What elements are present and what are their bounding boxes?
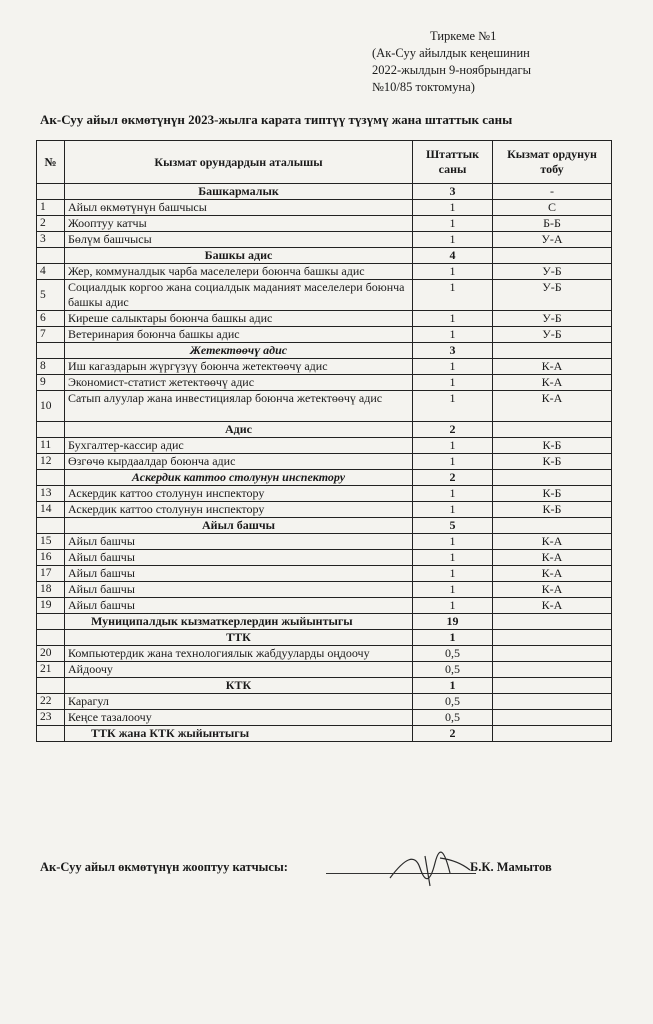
table-summary-row — [37, 614, 612, 630]
row-name: Айыл өкмөтүнүн башчысы — [65, 200, 413, 216]
table-row — [37, 375, 612, 391]
table-row — [37, 486, 612, 502]
row-count: 2 — [413, 422, 493, 438]
table-group-row — [37, 248, 612, 264]
row-category: У-А — [493, 232, 612, 248]
row-name: Карагул — [65, 694, 413, 710]
annex-header — [372, 28, 632, 96]
row-number: 7 — [37, 327, 65, 343]
table-row — [37, 502, 612, 518]
row-name: Компьютердик жана технологиялык жабдууларды оңдоочу — [65, 646, 413, 662]
row-count: 0,5 — [413, 662, 493, 678]
annex-number: Тиркеме №1 — [430, 29, 497, 43]
table-row — [37, 327, 612, 343]
table-group-row — [37, 678, 612, 694]
row-category: У-Б — [493, 264, 612, 280]
row-count: 3 — [413, 343, 493, 359]
table-group-row — [37, 470, 612, 486]
table-row — [37, 550, 612, 566]
row-count: 19 — [413, 614, 493, 630]
row-count: 1 — [413, 678, 493, 694]
row-name: Ветеринария боюнча башкы адис — [65, 327, 413, 343]
row-number: 11 — [37, 438, 65, 454]
row-count: 1 — [413, 375, 493, 391]
header-name: Кызмат орундардын аталышы — [65, 141, 413, 184]
table-group-row — [37, 184, 612, 200]
table-header-row — [37, 141, 612, 184]
row-name: ТТК жана КТК жыйынтыгы — [65, 726, 413, 742]
row-name: Социалдык коргоо жана социалдык маданият маселелери боюнча башкы адис — [65, 280, 413, 311]
signer-name: Б.К. Мамытов — [470, 860, 552, 874]
annex-line-resolution: №10/85 токтомуна) — [372, 80, 475, 94]
row-number: 1 — [37, 200, 65, 216]
row-category — [493, 710, 612, 726]
staff-table — [36, 140, 612, 742]
row-name: Аскердик каттоо столунун инспектору — [65, 502, 413, 518]
row-count: 0,5 — [413, 694, 493, 710]
row-name: Иш кагаздарын жүргүзүү боюнча жетектөөчү адис — [65, 359, 413, 375]
row-category: К-Б — [493, 454, 612, 470]
table-row — [37, 216, 612, 232]
table-row — [37, 646, 612, 662]
row-name: Айдоочу — [65, 662, 413, 678]
row-count: 0,5 — [413, 646, 493, 662]
row-number: 17 — [37, 566, 65, 582]
table-row — [37, 582, 612, 598]
table-row — [37, 534, 612, 550]
row-number — [37, 343, 65, 359]
row-name: КТК — [65, 678, 413, 694]
row-number: 14 — [37, 502, 65, 518]
row-number — [37, 614, 65, 630]
row-name: Аскердик каттоо столунун инспектору — [65, 486, 413, 502]
row-count: 0,5 — [413, 710, 493, 726]
row-number: 19 — [37, 598, 65, 614]
row-count: 1 — [413, 200, 493, 216]
table-row — [37, 264, 612, 280]
row-count: 2 — [413, 470, 493, 486]
row-name: Жер, коммуналдык чарба маселелери боюнча башкы адис — [65, 264, 413, 280]
row-number: 21 — [37, 662, 65, 678]
table-row — [37, 454, 612, 470]
row-category: - — [493, 184, 612, 200]
table-row — [37, 391, 612, 422]
row-category: К-Б — [493, 438, 612, 454]
row-number: 3 — [37, 232, 65, 248]
row-category — [493, 726, 612, 742]
row-category: К-Б — [493, 486, 612, 502]
row-name: Айыл башчы — [65, 518, 413, 534]
row-category — [493, 662, 612, 678]
handwritten-signature — [385, 848, 475, 888]
row-name: Кеңсе тазалоочу — [65, 710, 413, 726]
row-category: У-Б — [493, 327, 612, 343]
row-number — [37, 184, 65, 200]
row-number: 13 — [37, 486, 65, 502]
row-category: К-А — [493, 598, 612, 614]
row-category — [493, 470, 612, 486]
row-name: Айыл башчы — [65, 534, 413, 550]
row-name: Айыл башчы — [65, 566, 413, 582]
row-number — [37, 678, 65, 694]
row-number: 9 — [37, 375, 65, 391]
row-category — [493, 248, 612, 264]
row-category: К-А — [493, 375, 612, 391]
row-name: Башкармалык — [65, 184, 413, 200]
row-number — [37, 726, 65, 742]
row-count: 1 — [413, 582, 493, 598]
row-count: 1 — [413, 311, 493, 327]
row-name: Аскердик каттоо столунун инспектору — [65, 470, 413, 486]
row-category — [493, 422, 612, 438]
row-category — [493, 678, 612, 694]
row-number: 2 — [37, 216, 65, 232]
row-name: Айыл башчы — [65, 582, 413, 598]
row-name: Башкы адис — [65, 248, 413, 264]
row-number — [37, 518, 65, 534]
row-count: 2 — [413, 726, 493, 742]
row-name: Киреше салыктары боюнча башкы адис — [65, 311, 413, 327]
row-count: 1 — [413, 502, 493, 518]
header-count: Штаттык саны — [413, 141, 493, 184]
signer-position: Ак-Суу айыл өкмөтүнүн жооптуу катчысы: — [40, 860, 288, 874]
table-row — [37, 232, 612, 248]
row-category — [493, 518, 612, 534]
table-summary-row — [37, 726, 612, 742]
row-category — [493, 630, 612, 646]
row-count: 1 — [413, 486, 493, 502]
table-row — [37, 359, 612, 375]
row-name: Бөлүм башчысы — [65, 232, 413, 248]
row-number: 12 — [37, 454, 65, 470]
row-count: 1 — [413, 550, 493, 566]
row-category: К-А — [493, 550, 612, 566]
row-category: У-Б — [493, 280, 612, 311]
table-row — [37, 200, 612, 216]
table-row — [37, 566, 612, 582]
row-category: К-Б — [493, 502, 612, 518]
row-count: 3 — [413, 184, 493, 200]
row-number: 20 — [37, 646, 65, 662]
table-group-row — [37, 422, 612, 438]
row-name: Жооптуу катчы — [65, 216, 413, 232]
row-category: К-А — [493, 359, 612, 375]
table-body — [37, 184, 612, 742]
row-category: Б-Б — [493, 216, 612, 232]
row-count: 1 — [413, 359, 493, 375]
row-category: С — [493, 200, 612, 216]
row-category: К-А — [493, 582, 612, 598]
row-count: 1 — [413, 566, 493, 582]
row-count: 1 — [413, 438, 493, 454]
row-count: 1 — [413, 264, 493, 280]
row-name: Айыл башчы — [65, 598, 413, 614]
row-number — [37, 470, 65, 486]
table-row — [37, 438, 612, 454]
table-group-row — [37, 343, 612, 359]
row-count: 1 — [413, 232, 493, 248]
row-category — [493, 343, 612, 359]
row-name: Сатып алуулар жана инвестициялар боюнча жетектөөчү адис — [65, 391, 413, 422]
table-row — [37, 280, 612, 311]
row-number: 4 — [37, 264, 65, 280]
row-count: 4 — [413, 248, 493, 264]
row-name: Муниципалдык кызматкерлердин жыйынтыгы — [65, 614, 413, 630]
row-category: К-А — [493, 391, 612, 422]
row-number: 16 — [37, 550, 65, 566]
row-count: 1 — [413, 216, 493, 232]
row-number: 6 — [37, 311, 65, 327]
row-name: Бухгалтер-кассир адис — [65, 438, 413, 454]
row-category — [493, 614, 612, 630]
table-row — [37, 662, 612, 678]
header-num: № — [37, 141, 65, 184]
row-count: 1 — [413, 598, 493, 614]
row-count: 1 — [413, 630, 493, 646]
row-category: К-А — [493, 534, 612, 550]
table-row — [37, 598, 612, 614]
table-row — [37, 694, 612, 710]
row-count: 1 — [413, 534, 493, 550]
row-number: 8 — [37, 359, 65, 375]
row-number: 22 — [37, 694, 65, 710]
row-name: ТТК — [65, 630, 413, 646]
row-count: 1 — [413, 391, 493, 422]
row-number: 15 — [37, 534, 65, 550]
document-title: Ак-Суу айыл өкмөтүнүн 2023-жылга карата типтүү түзүмү жана штаттык саны — [40, 112, 513, 127]
row-category: У-Б — [493, 311, 612, 327]
row-name: Экономист-статист жетектөөчү адис — [65, 375, 413, 391]
row-name: Жетектөөчү адис — [65, 343, 413, 359]
row-number: 5 — [37, 280, 65, 311]
table-group-row — [37, 518, 612, 534]
row-number: 23 — [37, 710, 65, 726]
row-number — [37, 630, 65, 646]
row-count: 1 — [413, 280, 493, 311]
row-category — [493, 694, 612, 710]
annex-line-council: (Ак-Суу айылдык кеңешинин — [372, 46, 530, 60]
row-number: 18 — [37, 582, 65, 598]
row-number — [37, 422, 65, 438]
row-name: Адис — [65, 422, 413, 438]
row-category: К-А — [493, 566, 612, 582]
row-count: 1 — [413, 454, 493, 470]
table-row — [37, 710, 612, 726]
row-name: Айыл башчы — [65, 550, 413, 566]
row-number: 10 — [37, 391, 65, 422]
table-group-row — [37, 630, 612, 646]
header-category: Кызмат ордунун тобу — [493, 141, 612, 184]
row-count: 5 — [413, 518, 493, 534]
table-row — [37, 311, 612, 327]
row-name: Өзгөчө кырдаалдар боюнча адис — [65, 454, 413, 470]
annex-line-date: 2022-жылдын 9-ноябрындагы — [372, 63, 532, 77]
row-category — [493, 646, 612, 662]
row-count: 1 — [413, 327, 493, 343]
row-number — [37, 248, 65, 264]
